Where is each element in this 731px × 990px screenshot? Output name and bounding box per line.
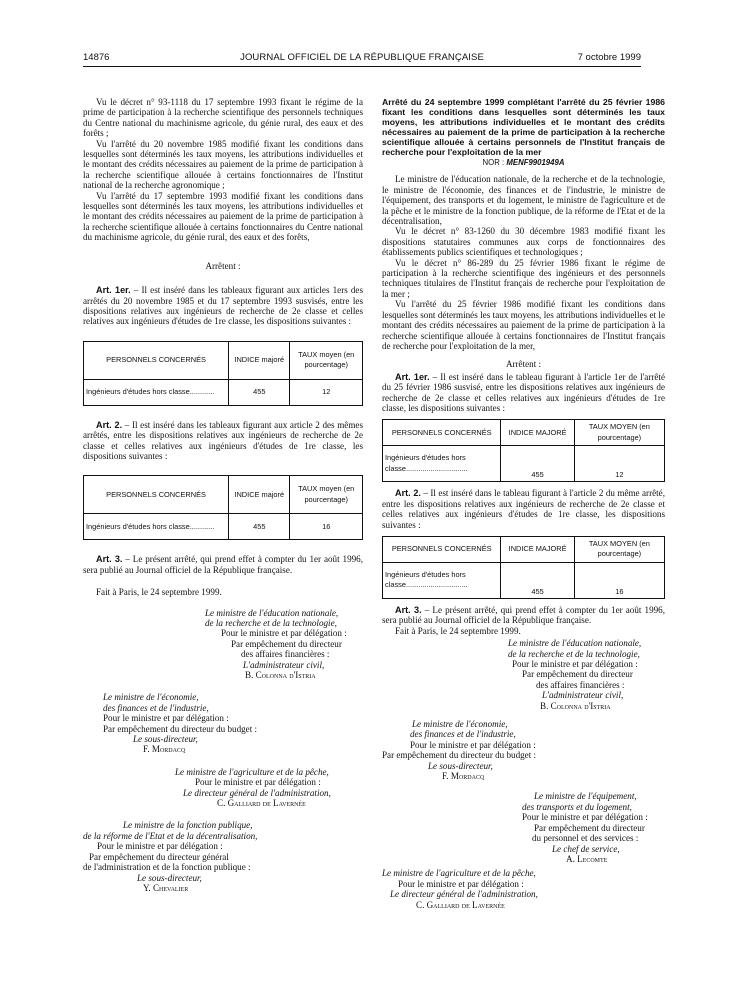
article-3 bbox=[382, 605, 665, 626]
left-column bbox=[83, 97, 363, 893]
signature-line: des transports et du logement, bbox=[522, 801, 632, 812]
signature-block bbox=[103, 692, 363, 754]
article-text: – Il est inséré dans les tableaux figurant aux article 2 des mêmes arrêtés, entre les dispositions relatives aux ingénieurs de recherche de 2e classe et celles relatives aux ingénieurs d'études de 1re classe, les dispositions suivantes : bbox=[83, 419, 363, 461]
signature-line: Le ministre de l'agriculture et de la pêche, bbox=[382, 868, 536, 879]
signatory-name: B. Colonna d'Istria bbox=[540, 700, 611, 711]
signature-line: Le ministre de l'économie, bbox=[103, 692, 199, 703]
table-header: TAUX MOYEN (en pourcentage) bbox=[574, 420, 664, 446]
signature-line: Pour le ministre et par délégation : bbox=[103, 713, 229, 724]
table-cell: 16 bbox=[574, 562, 664, 598]
signature-block bbox=[508, 638, 665, 711]
signatory-name: C. Galliard de Lavernée bbox=[416, 899, 505, 910]
signature-block bbox=[382, 719, 665, 782]
signature-line: Pour le ministre et par délégation : bbox=[221, 628, 347, 639]
signature-line: Le ministre de l'économie, bbox=[412, 719, 508, 730]
signature-line: Par empêchement du directeur bbox=[522, 669, 633, 680]
signature-line: Pour le ministre et par délégation : bbox=[195, 777, 321, 788]
visa-paragraph: Vu l'arrêté du 17 septembre 1993 modifié fixant les conditions dans lesquelles sont déterminés les taux moyens, les attributions individuelles et le montant des crédits nécessaires au paiement de la prime de participation à la recherche scientifique allouée à certains fonctionnaires du Centre national du machinisme agricole, du génie rural, des eaux et des forêts, bbox=[83, 190, 363, 243]
signature-line: Le ministre de l'éducation nationale, bbox=[205, 607, 339, 618]
article-2 bbox=[382, 488, 665, 530]
table-cell: Ingénieurs d'études hors classe.............................. bbox=[383, 446, 501, 482]
header-rule bbox=[83, 66, 641, 67]
signature-line: Le sous-directeur, bbox=[133, 734, 198, 745]
visa-paragraph: Vu le décret n° 83-1260 du 30 décembre 1983 modifié fixant les dispositions statutaires communes aux corps de fonctionnaires des établissements publics scientifiques et technologiques ; bbox=[382, 226, 665, 258]
arretent-heading: Arrêtent : bbox=[505, 359, 542, 370]
table-2 bbox=[83, 475, 363, 540]
nor-code: MENF9901949A bbox=[506, 158, 565, 167]
signatory-name: F. Mordacq bbox=[442, 771, 485, 782]
article-label: Art. 1er. bbox=[395, 371, 430, 382]
signature-line: L'administrateur civil, bbox=[542, 690, 624, 701]
signature-line: Par empêchement du directeur bbox=[231, 638, 342, 649]
article-1 bbox=[382, 372, 665, 414]
signature-line: de la recherche et de la technologie, bbox=[205, 617, 337, 628]
table-1 bbox=[83, 341, 363, 406]
article-label: Art. 3. bbox=[395, 604, 422, 615]
article-1 bbox=[83, 285, 363, 327]
signature-line: de la réforme de l'Etat et de la décentralisation, bbox=[83, 830, 258, 841]
signatory-name: Y. Chevalier bbox=[143, 882, 189, 893]
arretent-heading: Arrêtent : bbox=[205, 260, 241, 271]
table-cell: 455 bbox=[229, 379, 290, 405]
table-cell: 455 bbox=[501, 562, 574, 598]
signatory-name: A. Lecomte bbox=[566, 853, 608, 864]
table-cell: 455 bbox=[229, 514, 290, 540]
article-text: – Le présent arrêté, qui prend effet à compter du 1er août 1996, sera publié au Journal officiel de la République française. bbox=[83, 554, 363, 575]
table-cell: 455 bbox=[501, 446, 574, 482]
signature-line: L'administrateur civil, bbox=[243, 659, 325, 670]
table-1 bbox=[382, 419, 665, 482]
table-cell: 12 bbox=[290, 379, 363, 405]
decree-title: Arrêté du 24 septembre 1999 complétant l'arrêté du 25 février 1986 fixant les conditions dans lesquelles sont déterminés les taux moyens, les attributions individuelles et le montant des crédits nécessaires au paiement de la prime de participation à la recherche scientifique allouée à certains personnels de l'Institut français de recherche pour l'exploitation de la mer bbox=[382, 97, 665, 157]
table-cell: Ingénieurs d'études hors classe............ bbox=[84, 379, 229, 405]
signatory-name: F. Mordacq bbox=[143, 744, 186, 755]
table-2 bbox=[382, 536, 665, 599]
article-3 bbox=[83, 554, 363, 575]
signatory-name: B. Colonna d'Istria bbox=[245, 670, 316, 680]
table-header: INDICE MAJORÉ bbox=[501, 420, 574, 446]
signature-line: Le sous-directeur, bbox=[137, 872, 202, 883]
signature-line: Pour le ministre et par délégation : bbox=[398, 878, 524, 889]
table-header: INDICE majoré bbox=[229, 341, 290, 379]
right-column bbox=[382, 97, 665, 910]
signature-block bbox=[205, 608, 363, 681]
signatory-name: C. Galliard de Lavernée bbox=[217, 798, 306, 809]
signature-line: du personnel et des services : bbox=[532, 833, 639, 844]
signature-line: Pour le ministre et par délégation : bbox=[522, 812, 648, 823]
signature-line: Le ministre de l'éducation nationale, bbox=[508, 638, 642, 649]
signature-block bbox=[175, 767, 363, 809]
fait-line: Fait à Paris, le 24 septembre 1999. bbox=[96, 587, 222, 598]
signature-line: Le ministre de l'agriculture et de la pêche, bbox=[175, 766, 329, 777]
signature-line: Le directeur général de l'administration, bbox=[390, 889, 538, 900]
table-header: TAUX moyen (en pourcentage) bbox=[290, 476, 363, 514]
issue-date: 7 octobre 1999 bbox=[577, 52, 641, 63]
table-header: PERSONNELS CONCERNÉS bbox=[84, 476, 229, 514]
article-text: – Il est inséré dans le tableau figurant à l'article 1er de l'arrêté du 25 février 1986 susvisé, entre les dispositions relatives aux ingénieurs de recherche de 2e classe et celles relatives aux ingénieurs d'études de 1re classe, les dispositions suivantes : bbox=[382, 371, 665, 413]
signature-line: Le chef de service, bbox=[552, 843, 620, 854]
signature-line: Par empêchement du directeur bbox=[534, 822, 645, 833]
table-header: TAUX MOYEN (en pourcentage) bbox=[574, 536, 664, 562]
table-header: PERSONNELS CONCERNÉS bbox=[383, 420, 501, 446]
signature-block bbox=[83, 820, 363, 893]
table-cell: 12 bbox=[574, 446, 664, 482]
signature-block bbox=[522, 791, 665, 864]
signature-line: Pour le ministre et par délégation : bbox=[410, 739, 536, 750]
table-header: INDICE MAJORÉ bbox=[501, 536, 574, 562]
table-cell: Ingénieurs d'études hors classe.............................. bbox=[383, 562, 501, 598]
nor-reference bbox=[382, 158, 665, 168]
signature-line: Par empêchement du directeur du budget : bbox=[103, 723, 258, 734]
article-text: – Il est inséré dans le tableau figurant à l'article 2 du même arrêté, entre les dispositions relatives aux ingénieurs de recherche de 2e classe et celles relatives aux ingénieurs d'études de 1re classe, les dispositions suivantes : bbox=[382, 488, 665, 530]
article-label: Art. 1er. bbox=[96, 285, 131, 296]
signature-line: Le directeur général de l'administration, bbox=[183, 787, 331, 798]
visa-paragraph: Vu l'arrêté du 20 novembre 1985 modifié fixant les conditions dans lesquelles sont déterminés les taux moyens, les attributions individuelles et le montant des crédits nécessaires au paiement de la prime de participation à la recherche scientifique allouée à certains fonctionnaires de l'Institut national de la recherche agronomique ; bbox=[83, 138, 363, 191]
table-header: PERSONNELS CONCERNÉS bbox=[84, 341, 229, 379]
signature-line: Pour le ministre et par délégation : bbox=[97, 841, 223, 852]
signature-block bbox=[382, 868, 665, 910]
signature-line: des finances et de l'industrie, bbox=[410, 729, 516, 740]
signature-line: Le ministre de l'équipement, bbox=[534, 791, 637, 802]
article-label: Art. 3. bbox=[96, 554, 123, 565]
signature-line: de l'administration et de la fonction publique : bbox=[83, 862, 251, 873]
table-header: INDICE majoré bbox=[229, 476, 290, 514]
signature-line: Par empêchement du directeur général bbox=[89, 851, 229, 862]
signature-line: Par empêchement du directeur du budget : bbox=[382, 750, 537, 761]
table-cell: Ingénieurs d'études hors classe............ bbox=[84, 514, 229, 540]
article-text: – Le présent arrêté, qui prend effet à compter du 1er août 1996, sera publié au Journal officiel de la République française. bbox=[382, 604, 665, 626]
signature-line: Pour le ministre et par délégation : bbox=[512, 659, 638, 669]
signature-line: des finances et de l'industrie, bbox=[103, 702, 209, 713]
visa-paragraph: Vu l'arrêté du 25 février 1986 modifié fixant les conditions dans lesquelles sont déterminés les taux moyens, les attributions individuelles et le montant des crédits nécessaires au paiement de la prime de participation à la recherche scientifique allouée à certains fonctionnaires de l'Institut français de recherche pour l'exploitation de la mer, bbox=[382, 299, 665, 351]
table-cell: 16 bbox=[290, 514, 363, 540]
signature-line: Le sous-directeur, bbox=[428, 760, 493, 771]
table-header: TAUX moyen (en pourcentage) bbox=[290, 341, 363, 379]
signature-line: des affaires financières : bbox=[241, 649, 330, 660]
article-2 bbox=[83, 420, 363, 462]
intro-paragraph: Le ministre de l'éducation nationale, de la recherche et de la technologie, le ministre de l'économie, des finances et de l'industrie, le ministre de l'équipement, des transports et du logement, le ministre de l'agriculture et de la pêche et le ministre de la fonction publique, de la réforme de l'Etat et de la décentralisation, bbox=[382, 174, 665, 227]
page-number: 14876 bbox=[83, 52, 110, 63]
page-header bbox=[83, 52, 641, 66]
visa-paragraph: Vu le décret n° 93-1118 du 17 septembre 1993 fixant le régime de la prime de participation à la recherche scientifique des personnels techniques du Centre national du machinisme agricole, du génie rural, des eaux et des forêts ; bbox=[83, 97, 363, 139]
article-text: – Il est inséré dans les tableaux figurant aux articles 1ers des arrêtés du 20 novembre 1985 et du 17 septembre 1993 susvisés, entre les dispositions relatives aux ingénieurs de recherche de 2e classe et celles relatives aux ingénieurs d'études de 1re classe, les dispositions suivantes : bbox=[83, 285, 364, 327]
fait-line: Fait à Paris, le 24 septembre 1999. bbox=[395, 625, 521, 636]
visa-paragraph: Vu le décret n° 86-289 du 25 février 1986 fixant le régime de participation à la recherche scientifique des ingénieurs et des personnels techniques titulaires de l'Institut français de recherche pour l'exploitation de la mer ; bbox=[382, 257, 665, 299]
nor-label: NOR : bbox=[482, 158, 507, 167]
signature-line: des affaires financières : bbox=[536, 679, 625, 690]
article-label: Art. 2. bbox=[96, 419, 123, 430]
signature-line: de la recherche et de la technologie, bbox=[508, 648, 640, 659]
signature-line: Le ministre de la fonction publique, bbox=[123, 820, 253, 831]
article-label: Art. 2. bbox=[395, 488, 421, 499]
journal-title: JOURNAL OFFICIEL DE LA RÉPUBLIQUE FRANÇAISE bbox=[240, 52, 484, 63]
table-header: PERSONNELS CONCERNÉS bbox=[383, 536, 501, 562]
